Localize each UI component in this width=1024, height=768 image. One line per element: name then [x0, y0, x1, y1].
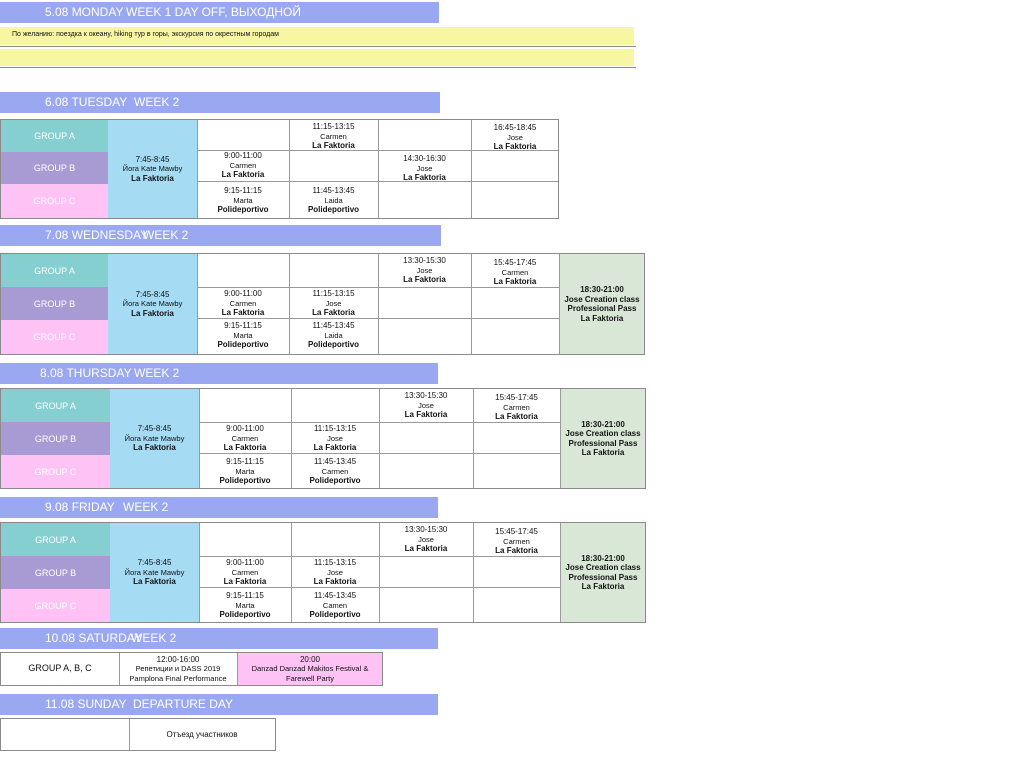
group-b-label: GROUP B: [1, 287, 108, 320]
session: 9:00-11:00 Carmen La Faktoria: [221, 151, 265, 179]
rehearsal-session: 12:00-16:00 Репетиции и DASS 2019 Pamplona Final Performance: [129, 654, 227, 683]
session: 9:15-11:15 Marta Polideportivo: [219, 457, 271, 485]
session: 11:15-13:15 Jose La Faktoria: [313, 558, 357, 586]
morning-yoga: 7:45-8:45 Йога Kate Mawby La Faktoria: [110, 523, 199, 622]
morning-yoga: 7:45-8:45 Йога Kate Mawby La Faktoria: [108, 120, 197, 218]
day-header-monday: [0, 2, 439, 23]
schedule-sunday: [0, 718, 276, 751]
day-header-thursday: [0, 363, 438, 384]
day-week: DEPARTURE DAY: [133, 697, 234, 711]
session: 11:45-13:45 Laida Polideportivo: [307, 321, 360, 349]
day-date: 10.08 SATURDAY: [45, 631, 142, 645]
group-b-label: GROUP B: [1, 152, 108, 184]
day-date: 11.08 SUNDAY: [45, 697, 127, 711]
day-week: WEEK 2: [131, 631, 177, 645]
schedule-wednesday: [0, 253, 645, 355]
schedule-friday: [0, 522, 646, 623]
session: 15:45-17:45 Carmen La Faktoria: [495, 527, 538, 555]
day-date: 8.08 THURSDAY: [40, 366, 132, 380]
monday-note: По желанию: поездка к океану, hiking тур в горы, экскурсия по окрестным городам: [12, 31, 279, 38]
session: 14:30-16:30 Jose La Faktoria: [403, 154, 446, 182]
session: 11:45-13:45 Camen Polideportivo: [309, 591, 361, 619]
schedule-saturday: [0, 652, 383, 686]
group-c-label: GROUP C: [1, 184, 108, 218]
group-a-label: GROUP A: [1, 523, 110, 556]
day-header-sunday: [0, 694, 438, 715]
session: 11:15-13:15 Jose La Faktoria: [312, 289, 355, 317]
group-c-label: GROUP C: [1, 320, 108, 354]
groups-label: GROUP A, B, C: [28, 663, 92, 674]
session: 9:00-11:00 Carmen La Faktoria: [223, 424, 267, 452]
session: 13:30-15:30 Jose La Faktoria: [404, 391, 448, 419]
day-date: 6.08 TUESDAY: [45, 95, 128, 109]
day-week: WEEK 2: [134, 95, 180, 109]
group-c-label: GROUP C: [1, 589, 110, 622]
day-week: WEEK 2: [134, 366, 180, 380]
divider: [0, 67, 636, 68]
day-header-friday: [0, 497, 438, 518]
monday-note-row: [0, 27, 634, 45]
group-a-label: GROUP A: [1, 254, 108, 287]
session: 11:15-13:15 Carmen La Faktoria: [312, 122, 355, 150]
session: 9:15-11:15 Marta Polideportivo: [217, 321, 269, 349]
day-date: 9.08 FRIDAY: [45, 500, 115, 514]
session: 11:45-13:45 Laida Polideportivo: [307, 186, 360, 214]
session: 13:30-15:30 Jose La Faktoria: [403, 256, 446, 284]
day-week: WEEK 1 DAY OFF, ВЫХОДНОЙ: [126, 5, 301, 19]
session: 9:15-11:15 Marta Polideportivo: [219, 591, 271, 619]
session: 11:15-13:15 Jose La Faktoria: [313, 424, 357, 452]
row-divider: [199, 453, 560, 454]
day-header-wednesday: [0, 225, 441, 246]
group-b-label: GROUP B: [1, 422, 110, 455]
row-divider: [197, 318, 559, 319]
session: 11:45-13:45 Carmen Polideportivo: [309, 457, 361, 485]
session: 16:45-18:45 Jose La Faktoria: [493, 123, 537, 151]
session: 9:00-11:00 Carmen La Faktoria: [223, 558, 267, 586]
day-week: WEEK 2: [143, 228, 189, 242]
session: 15:45-17:45 Carmen La Faktoria: [495, 393, 538, 421]
group-a-label: GROUP A: [1, 389, 110, 422]
festival-session: 20:00 Danzad Danzad Makitos Festival & Farewell Party: [237, 653, 382, 685]
divider: [0, 46, 636, 47]
row-divider: [199, 587, 560, 588]
monday-empty-row: [0, 49, 634, 66]
group-b-label: GROUP B: [1, 556, 110, 589]
evening-class: 18:30-21:00 Jose Creation class Professional Pass La Faktoria: [560, 523, 645, 622]
evening-class: 18:30-21:00 Jose Creation class Professional Pass La Faktoria: [559, 254, 644, 354]
group-c-label: GROUP C: [1, 455, 110, 488]
day-date: 5.08 MONDAY: [45, 5, 124, 19]
row-divider: [199, 556, 560, 557]
day-week: WEEK 2: [123, 500, 169, 514]
session: 9:00-11:00 Carmen La Faktoria: [221, 289, 265, 317]
day-date: 7.08 WEDNESDAY: [45, 228, 149, 242]
day-header-tuesday: [0, 92, 440, 113]
session: 9:15-11:15 Marta Polideportivo: [217, 186, 269, 214]
row-divider: [197, 287, 559, 288]
day-header-saturday: [0, 628, 438, 649]
morning-yoga: 7:45-8:45 Йога Kate Mawby La Faktoria: [110, 389, 199, 488]
morning-yoga: 7:45-8:45 Йога Kate Mawby La Faktoria: [108, 254, 197, 354]
session: 15:45-17:45 Carmen La Faktoria: [493, 258, 537, 286]
row-divider: [199, 422, 560, 423]
schedule-thursday: [0, 388, 646, 489]
schedule-tuesday: [0, 119, 559, 219]
evening-class: 18:30-21:00 Jose Creation class Professional Pass La Faktoria: [560, 389, 645, 488]
group-a-label: GROUP A: [1, 120, 108, 152]
departure-note: Отъезд участников: [166, 729, 238, 739]
session: 13:30-15:30 Jose La Faktoria: [404, 525, 448, 553]
